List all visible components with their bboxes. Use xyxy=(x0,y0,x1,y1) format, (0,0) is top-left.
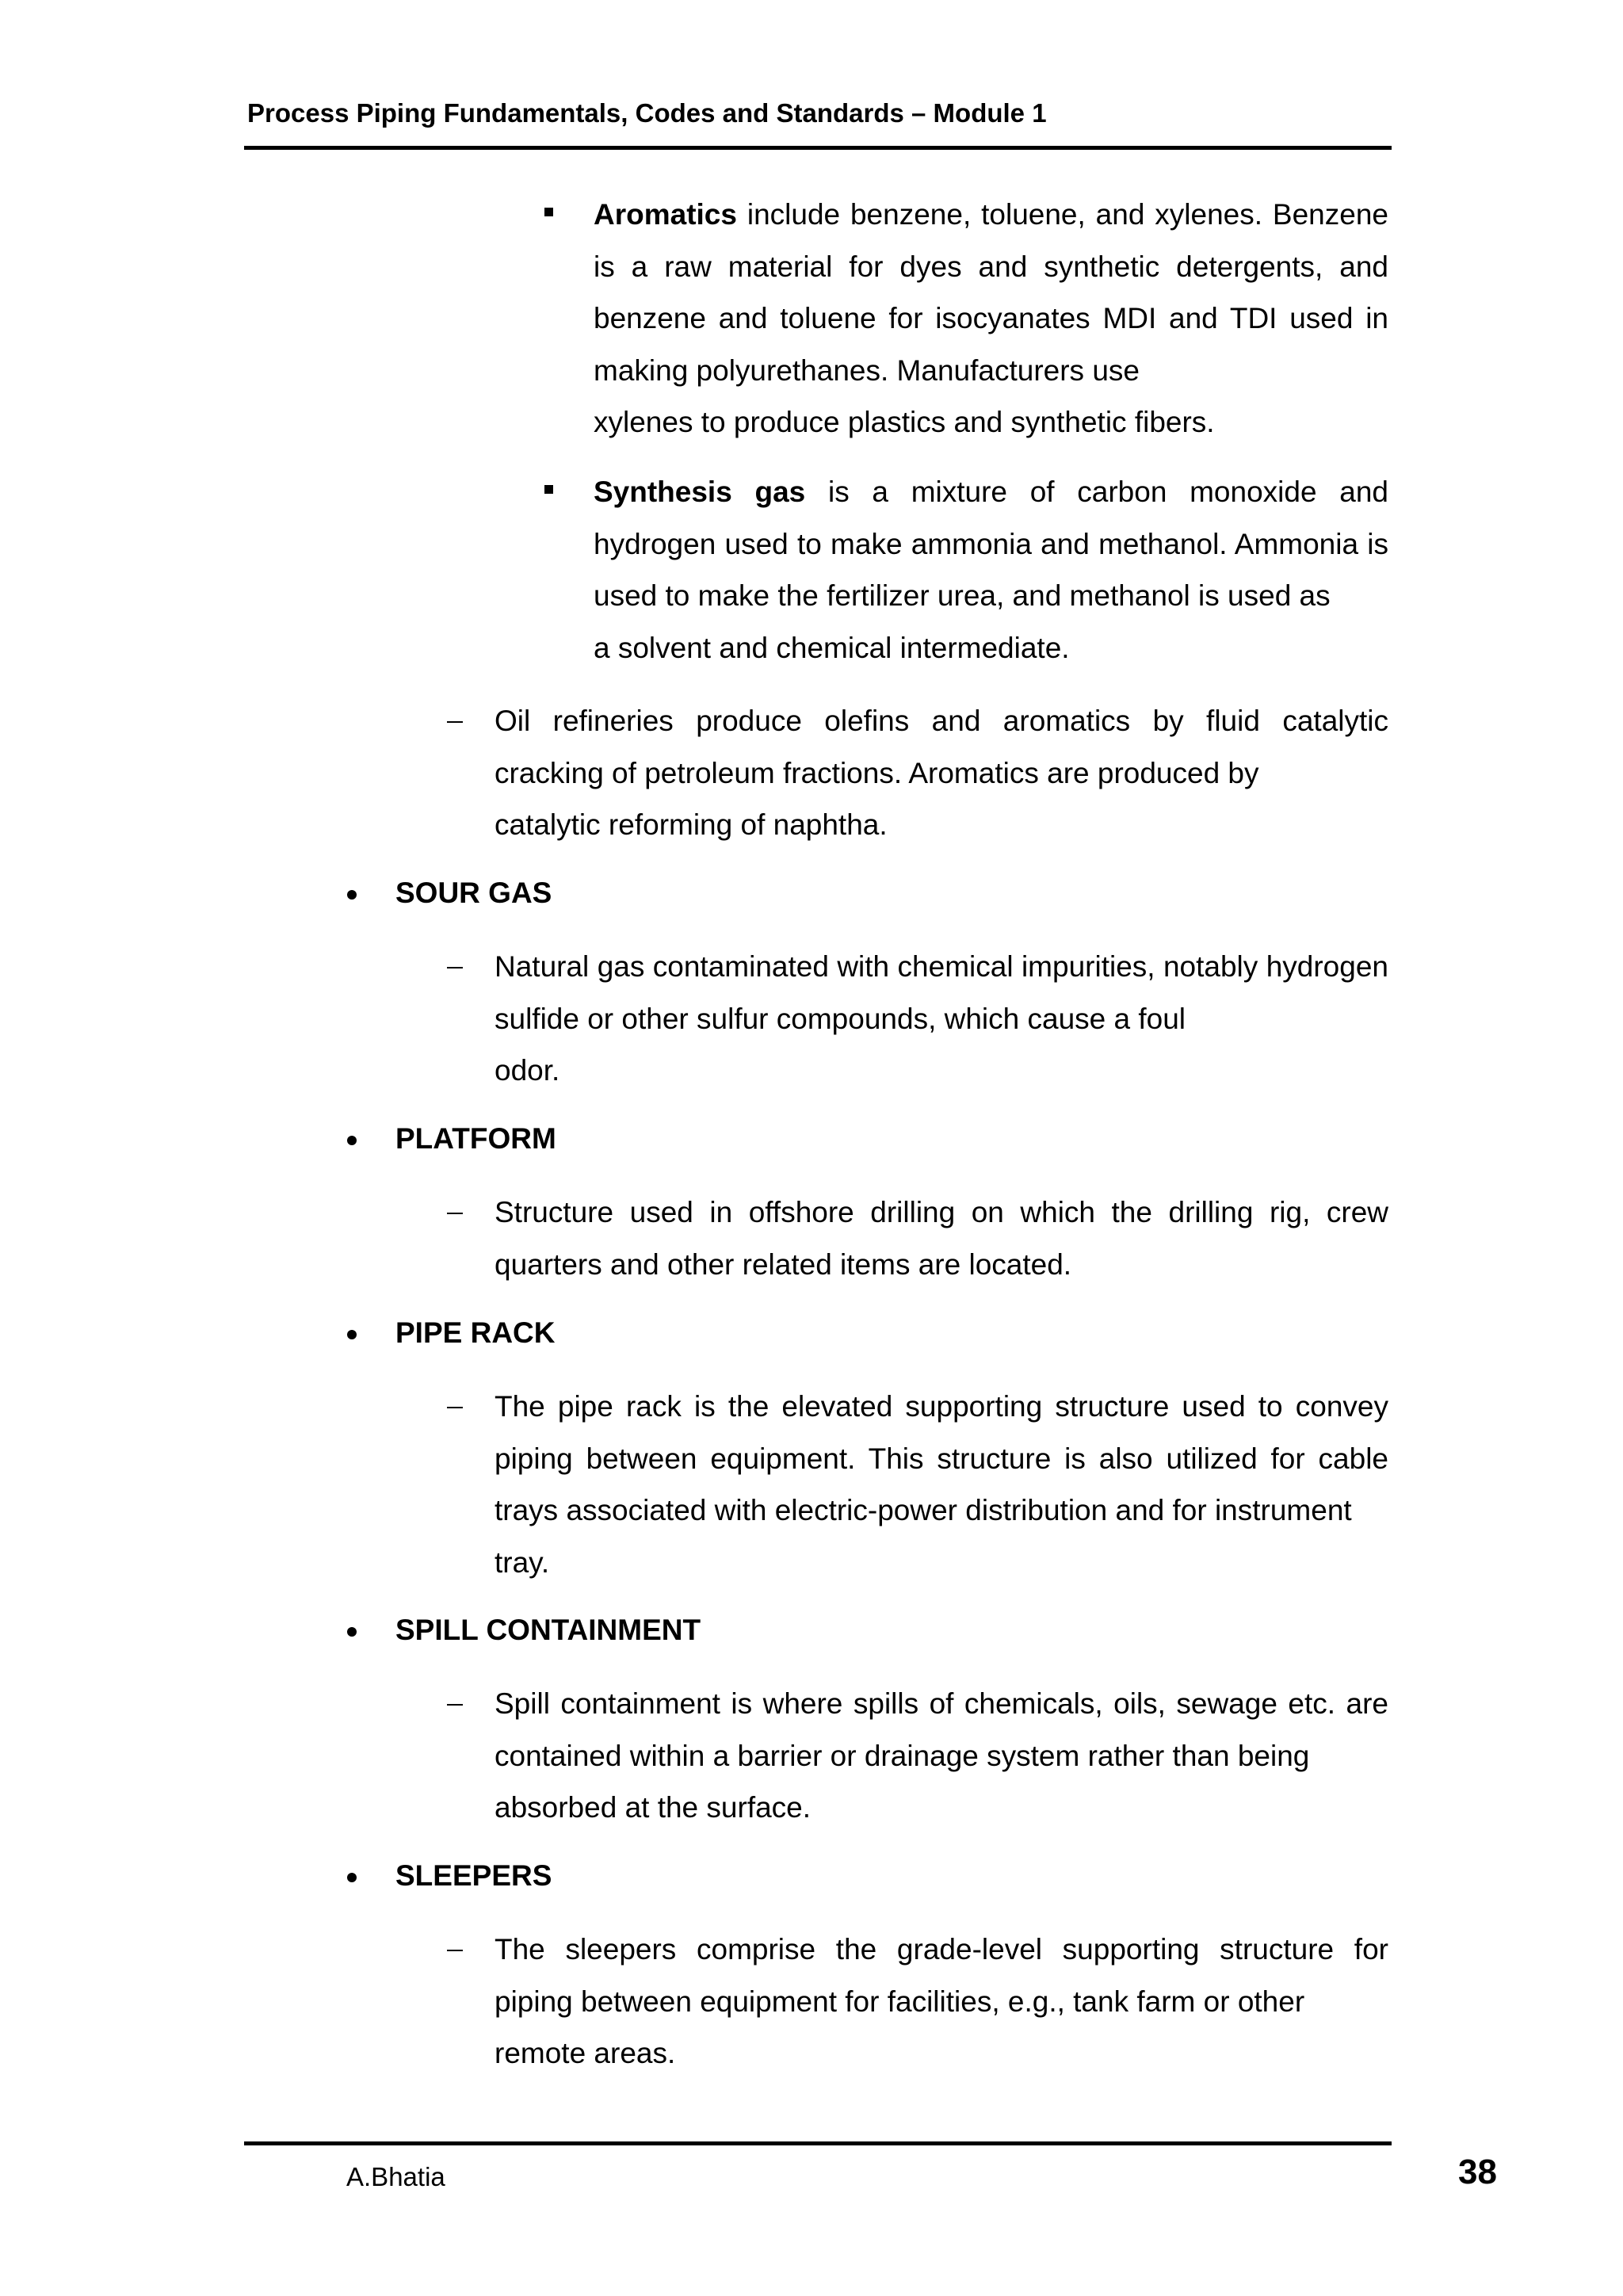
pipe-rack-heading: PIPE RACK xyxy=(395,1316,556,1349)
sour-gas-heading: SOUR GAS xyxy=(395,877,552,909)
aromatics-text: include benzene, toluene, and xylenes. Benzene is a raw material for dyes and synthetic detergents, and benzene and toluene for isocyanates MDI and TDI used in making polyurethanes. Manufacturers use xyxy=(594,198,1388,387)
footer-author: A.Bhatia xyxy=(346,2162,445,2191)
aromatics-term: Aromatics xyxy=(594,198,737,231)
synthesis-gas-paragraph xyxy=(594,466,1388,674)
dash-bullet-icon xyxy=(447,967,463,968)
round-bullet-icon xyxy=(347,1330,357,1339)
dash-bullet-icon xyxy=(447,1213,463,1214)
platform-paragraph xyxy=(495,1186,1388,1290)
dash-bullet-icon xyxy=(447,1950,463,1951)
dash-bullet-icon xyxy=(447,1704,463,1706)
aromatics-paragraph xyxy=(594,189,1388,449)
round-bullet-icon xyxy=(347,890,357,900)
synthesis-gas-last-line: a solvent and chemical intermediate. xyxy=(594,631,1070,664)
sleepers-last-line: remote areas. xyxy=(495,2037,676,2069)
aromatics-last-line: xylenes to produce plastics and synthetic fibers. xyxy=(594,406,1215,438)
sleepers-paragraph xyxy=(495,1924,1388,2080)
pipe-rack-paragraph xyxy=(495,1381,1388,1588)
oil-refineries-text: Oil refineries produce olefins and aromatics by fluid catalytic cracking of petroleum fractions. Aromatics are produced by xyxy=(495,705,1388,789)
spill-containment-heading: SPILL CONTAINMENT xyxy=(395,1614,701,1646)
sleepers-text: The sleepers comprise the grade-level supporting structure for piping between equipment for facilities, e.g., tank farm or other xyxy=(495,1933,1388,2018)
round-bullet-icon xyxy=(347,1873,357,1882)
sour-gas-last-line: odor. xyxy=(495,1054,560,1087)
spill-containment-text: Spill containment is where spills of chemicals, oils, sewage etc. are contained within a barrier or drainage system rather than being xyxy=(495,1687,1388,1772)
sour-gas-paragraph xyxy=(495,941,1388,1097)
page-number: 38 xyxy=(1458,2153,1497,2191)
round-bullet-icon xyxy=(347,1627,357,1637)
platform-text: Structure used in offshore drilling on which the drilling rig, crew xyxy=(495,1196,1388,1228)
spill-containment-paragraph xyxy=(495,1678,1388,1834)
footer-rule xyxy=(244,2141,1392,2145)
document-header-title: Process Piping Fundamentals, Codes and Standards – Module 1 xyxy=(247,98,1047,128)
sleepers-heading: SLEEPERS xyxy=(395,1859,552,1892)
square-bullet-icon xyxy=(544,208,553,216)
pipe-rack-last-line: tray. xyxy=(495,1545,550,1579)
round-bullet-icon xyxy=(347,1136,357,1145)
header-rule xyxy=(244,146,1392,150)
dash-bullet-icon xyxy=(447,1407,463,1408)
spill-containment-last-line: absorbed at the surface. xyxy=(495,1791,812,1824)
dash-bullet-icon xyxy=(447,721,463,723)
oil-refineries-last-line: catalytic reforming of naphtha. xyxy=(495,808,888,841)
sour-gas-text: Natural gas contaminated with chemical impurities, notably hydrogen sulfide or other sulfur compounds, which cause a foul xyxy=(495,950,1388,1035)
synthesis-gas-term: Synthesis gas xyxy=(594,476,806,508)
platform-last-line: quarters and other related items are located. xyxy=(495,1247,1072,1281)
synthesis-gas-text: is a mixture of carbon monoxide and hydrogen used to make ammonia and methanol. Ammonia is used to make the fertilizer urea, and methanol is used as xyxy=(594,476,1388,612)
platform-heading: PLATFORM xyxy=(395,1122,556,1155)
pipe-rack-text: The pipe rack is the elevated supporting structure used to convey piping between equipment. This structure is also utilized for cable trays associated with electric-power distribution and for instrument xyxy=(495,1390,1388,1526)
oil-refineries-paragraph xyxy=(495,695,1388,851)
square-bullet-icon xyxy=(544,485,553,494)
